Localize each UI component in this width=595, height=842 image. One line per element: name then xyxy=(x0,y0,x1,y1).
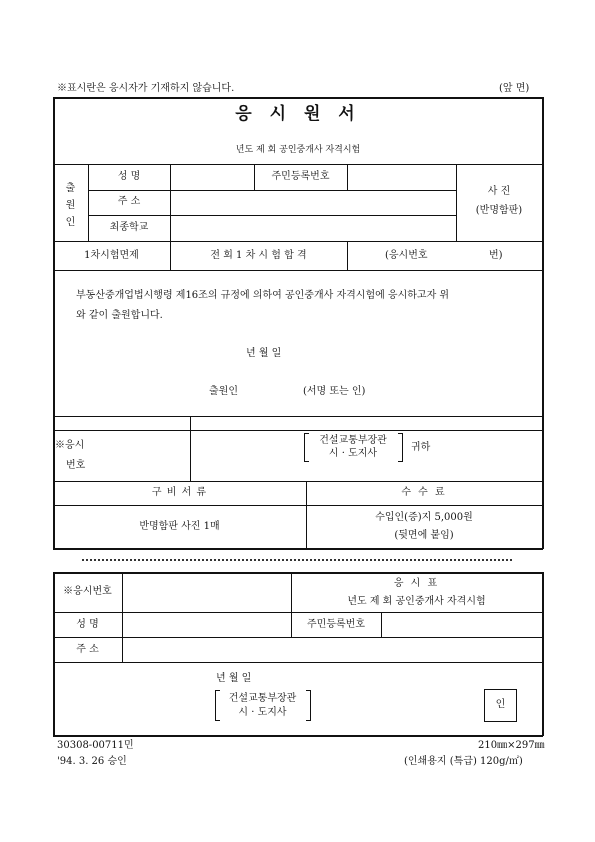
applicant-label: 출 원 인 xyxy=(65,183,76,228)
page-side-label: (앞 면) xyxy=(499,83,530,94)
recipient-suffix: 귀하 xyxy=(411,442,431,453)
cut-line xyxy=(82,559,512,561)
exam-no-left-label: ※응시 xyxy=(55,440,85,451)
signer-label: 출원인 xyxy=(209,386,238,397)
header-note: ※표시란은 응시자가 기재하지 않습니다. xyxy=(57,83,235,94)
form-code: 30308-00711민 xyxy=(57,740,134,751)
application-date: 년 월 일 xyxy=(246,348,282,359)
ticket-exam-no-label: ※응시번호 xyxy=(63,586,112,597)
first-exam-value: 전 회 1 차 시 험 합 격 xyxy=(210,250,307,261)
ticket-issuer-minister: 건설교통부장관 xyxy=(228,693,297,704)
resident-no-label: 주민등록번호 xyxy=(271,171,330,182)
fee-value-note: (뒷면에 붙임) xyxy=(394,530,454,541)
first-exam-label: 1차시험면제 xyxy=(84,250,139,261)
statement-line1: 부동산중개업법시행령 제16조의 규정에 의하여 공인중개사 자격시험에 응시하고자 위 xyxy=(76,290,450,301)
ticket-title: 응 시 표 xyxy=(393,578,440,589)
docs-value: 반명함판 사진 1매 xyxy=(139,521,220,532)
exam-no-suffix: 번) xyxy=(489,250,503,261)
fee-header: 수 수 료 xyxy=(401,487,447,498)
docs-header: 구 비 서 류 xyxy=(151,487,208,498)
ticket-address-label: 주 소 xyxy=(76,644,99,655)
ticket-name-field[interactable] xyxy=(123,613,290,636)
exam-no-label: (응시번호 xyxy=(385,250,428,261)
address-field[interactable] xyxy=(171,191,455,214)
paper-spec: (인쇄용지 (특급) 120g/㎡) xyxy=(404,756,523,767)
name-label: 성 명 xyxy=(117,171,141,182)
bracket-right xyxy=(398,433,403,462)
ticket-bracket-right xyxy=(306,690,311,721)
signature-field[interactable] xyxy=(350,382,370,396)
name-field[interactable] xyxy=(171,165,253,189)
form-title: 응 시 원 서 xyxy=(235,104,361,124)
ticket-exam-no-field[interactable] xyxy=(123,573,290,611)
statement-line2: 와 같이 출원합니다. xyxy=(76,310,163,321)
school-label: 최종학교 xyxy=(109,222,149,233)
ticket-subtitle: 년도 제 회 공인중개사 자격시험 xyxy=(347,596,486,607)
ticket-resident-no-field[interactable] xyxy=(382,613,541,636)
ticket-resident-no-label: 주민등록번호 xyxy=(307,619,365,630)
signer-sign-label: (서명 또는 인) xyxy=(303,386,366,397)
form-subtitle: 년도 제 회 공인중개사 자격시험 xyxy=(235,145,361,155)
exam-no-left-label-2: 번호 xyxy=(66,460,86,471)
recipient-governor: 시 · 도지사 xyxy=(328,448,378,459)
recipient-minister: 건설교통부장관 xyxy=(319,435,387,446)
photo-label: 사 진 xyxy=(487,186,511,197)
paper-size: 210㎜×297㎜ xyxy=(478,740,545,751)
approval-date: '94. 3. 26 승인 xyxy=(57,756,127,767)
ticket-date: 년 월 일 xyxy=(216,673,252,684)
ticket-name-label: 성 명 xyxy=(76,619,99,630)
ticket-address-field[interactable] xyxy=(123,638,541,661)
school-field[interactable] xyxy=(171,216,455,240)
resident-no-field[interactable] xyxy=(348,165,455,189)
seal-label: 인 xyxy=(495,699,506,710)
ticket-issuer-governor: 시 · 도지사 xyxy=(238,707,287,718)
photo-sublabel: (반명함판) xyxy=(475,205,523,216)
address-label: 주 소 xyxy=(117,196,141,207)
fee-value: 수입인(증)지 5,000원 xyxy=(375,512,473,523)
